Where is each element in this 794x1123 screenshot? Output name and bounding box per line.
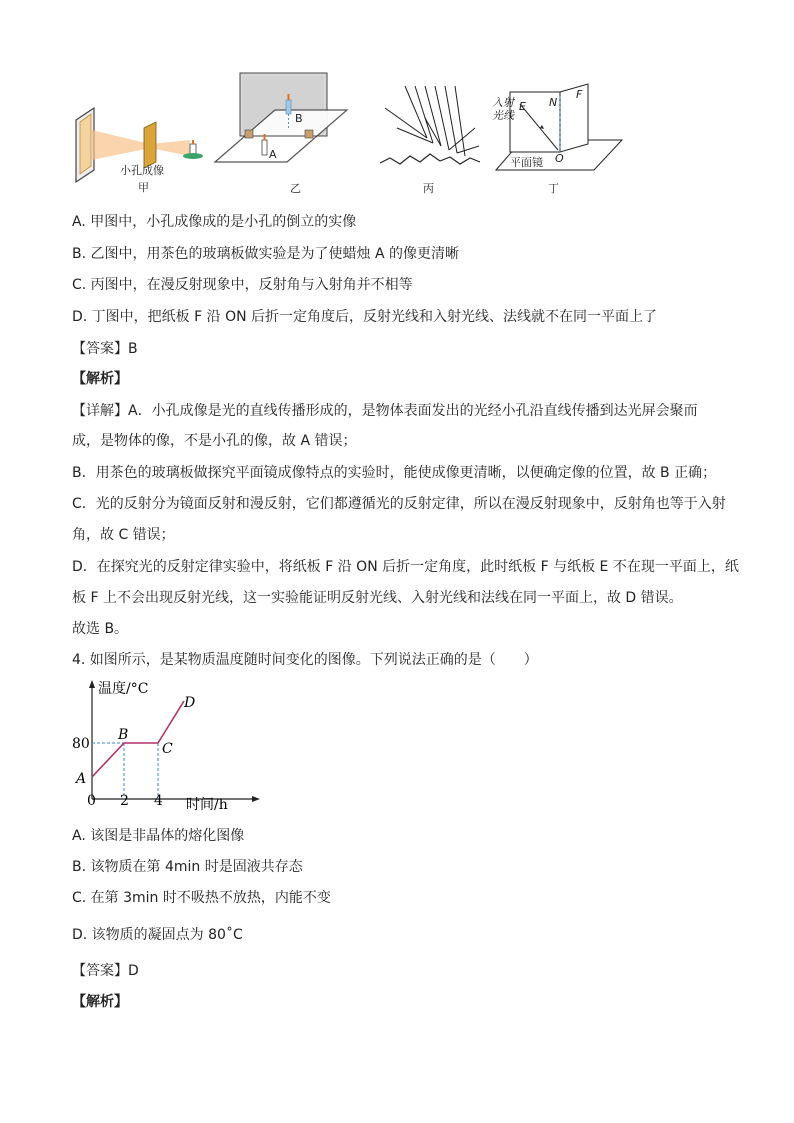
figure-ding-e: E <box>519 100 526 113</box>
q3-explain-line-5: 角，故 C 错误； <box>72 527 175 543</box>
q4-graph-ylabel: 温度/°C <box>98 681 149 697</box>
q4-analysis-title: 【解析】 <box>72 994 128 1010</box>
figure-yi-label: 乙 <box>290 182 301 195</box>
q4-graph-xlabel: 时间/h <box>186 797 228 813</box>
figure-jia <box>70 100 210 195</box>
q4-option-a: A. 该图是非晶体的熔化图像 <box>72 828 245 844</box>
figure-jia-caption: 小孔成像 <box>120 164 164 177</box>
figure-ding-o: O <box>555 152 564 165</box>
q4-graph-xtick-0: 0 <box>87 793 96 809</box>
q4-graph-point-a: A <box>76 771 87 787</box>
q3-option-c: C. 丙图中，在漫反射现象中，反射角与入射角并不相等 <box>72 277 413 293</box>
q4-stem: 4. 如图所示，是某物质温度随时间变化的图像。下列说法正确的是（ ） <box>72 652 538 668</box>
q3-answer: 【答案】B <box>72 341 138 357</box>
figure-ding-incident-label: 入射光线 <box>492 96 514 122</box>
q3-explain-line-8: 故选 B。 <box>72 621 129 637</box>
q4-option-b: B. 该物质在第 4min 时是固液共存态 <box>72 859 303 875</box>
q3-explain-line-3: B．用茶色的玻璃板做探究平面镜成像特点的实验时，能使成像更清晰，以便确定像的位置，故 B 正确； <box>72 465 717 481</box>
q3-option-b: B. 乙图中，用茶色的玻璃板做实验是为了使蜡烛 A 的像更清晰 <box>72 246 459 262</box>
figure-yi-point-a: A <box>269 148 277 161</box>
q4-graph-xtick-2: 2 <box>120 793 129 809</box>
q3-explain-line-4: C．光的反射分为镜面反射和漫反射，它们都遵循光的反射定律，所以在漫反射现象中，反射角也等于入射 <box>72 496 726 512</box>
q4-option-d: D. 该物质的凝固点为 80˚C <box>72 927 243 943</box>
figure-bing-label: 丙 <box>423 182 434 195</box>
q3-option-a: A. 甲图中，小孔成像成的是小孔的倒立的实像 <box>72 214 357 230</box>
figure-jia-label: 甲 <box>138 181 149 194</box>
q4-graph-point-d: D <box>184 695 196 711</box>
q3-option-d: D. 丁图中，把纸板 F 沿 ON 后折一定角度后，反射光线和入射光线、法线就不在同一平面上了 <box>72 309 658 325</box>
figure-yi <box>205 70 355 200</box>
q4-option-c: C. 在第 3min 时不吸热不放热，内能不变 <box>72 890 331 906</box>
q3-explain-line-2: 成，是物体的像，不是小孔的像，故 A 错误； <box>72 433 357 449</box>
figure-ding-n: N <box>549 96 558 109</box>
q4-answer: 【答案】D <box>72 963 139 979</box>
q4-graph-xtick-4: 4 <box>154 793 163 809</box>
figure-ding-f: F <box>576 88 583 101</box>
q4-graph-ytick-80: 80 <box>72 736 90 752</box>
figure-bing <box>375 78 485 198</box>
figure-ding <box>490 82 625 200</box>
figure-ding-mirror: 平面镜 <box>510 156 543 169</box>
q4-graph <box>70 675 270 815</box>
q3-explain-line-6: D．在探究光的反射定律实验中，将纸板 F 沿 ON 后折一定角度，此时纸板 F 与纸板 E 不在现一平面上，纸 <box>72 559 739 575</box>
q3-explain-line-7: 板 F 上不会出现反射光线，这一实验能证明反射光线、入射光线和法线在同一平面上，故 D 错误。 <box>72 590 683 606</box>
q3-explain-line-1: 【详解】A．小孔成像是光的直线传播形成的，是物体表面发出的光经小孔沿直线传播到达光屏会聚而 <box>72 403 698 419</box>
q3-analysis-title: 【解析】 <box>72 371 128 387</box>
q4-graph-point-c: C <box>162 741 173 757</box>
q4-graph-point-b: B <box>118 727 129 743</box>
figure-ding-label: 丁 <box>548 182 559 195</box>
figure-yi-point-b: B <box>295 112 303 125</box>
